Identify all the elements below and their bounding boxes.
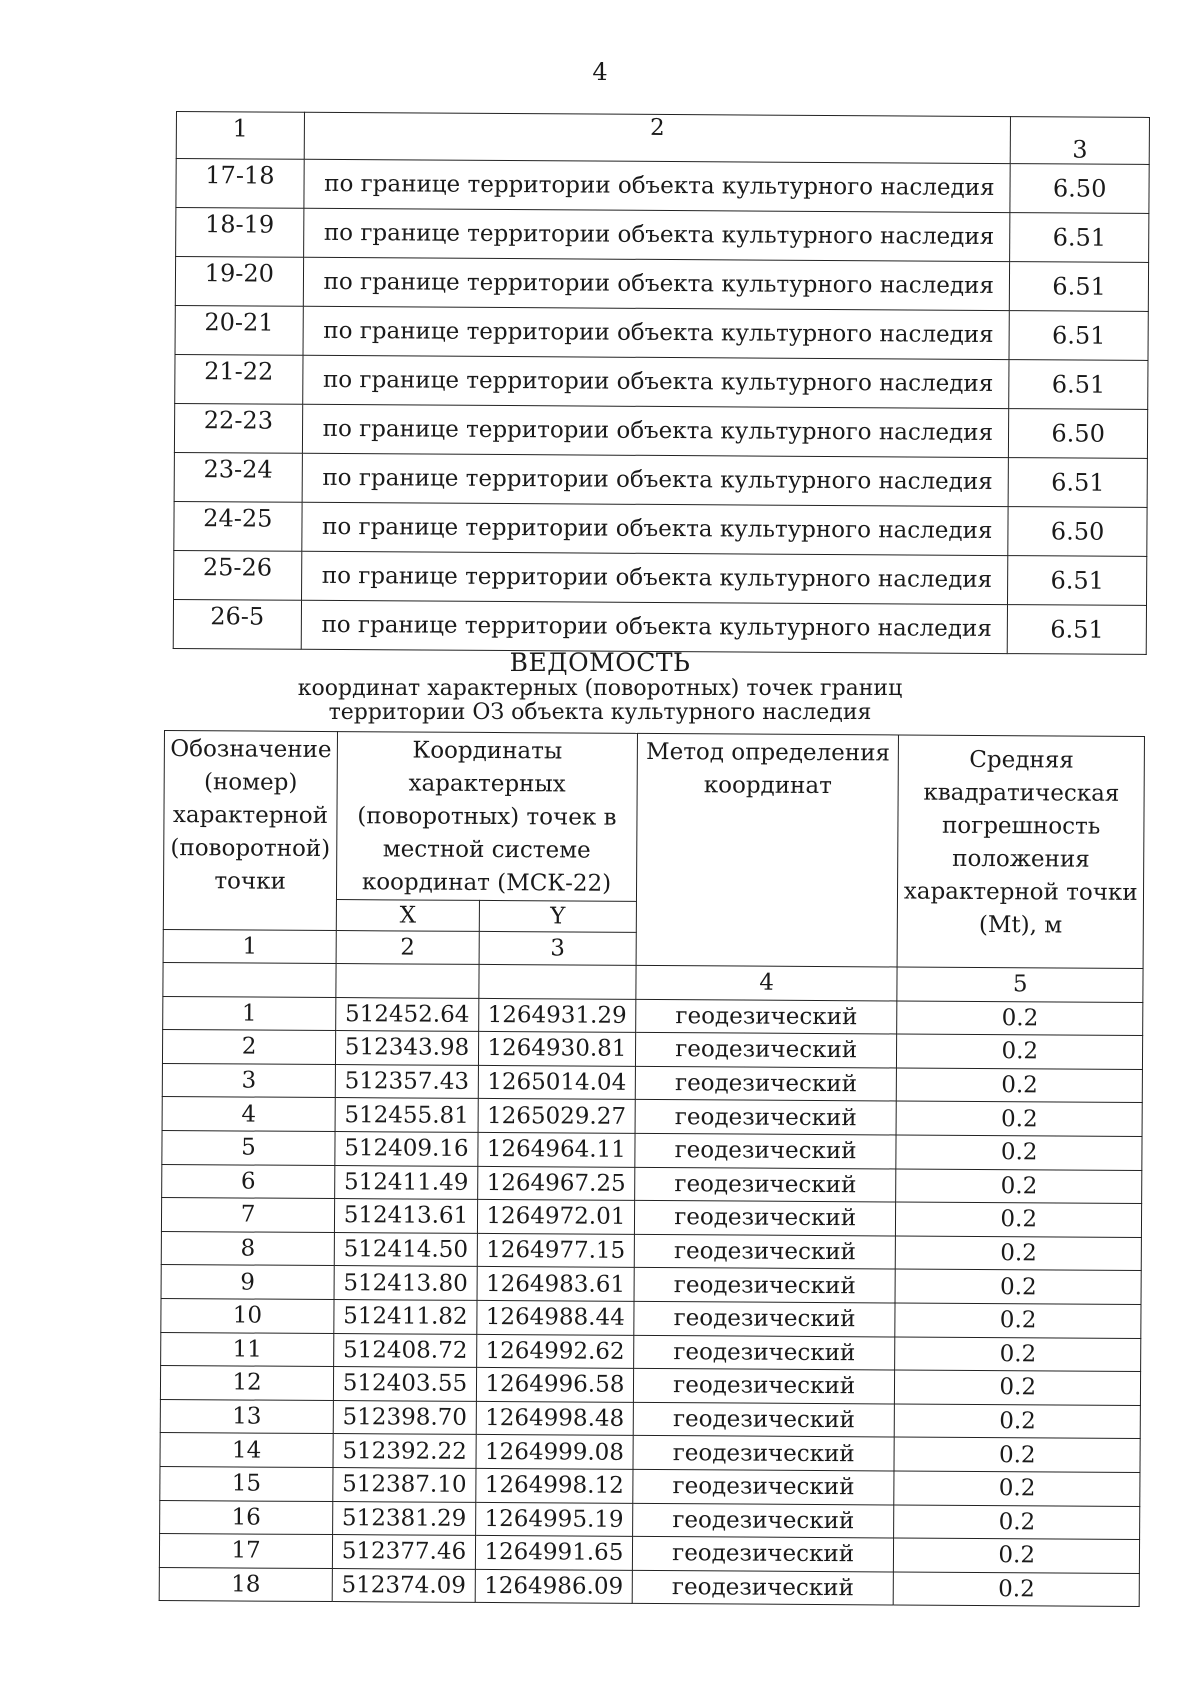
point-number: 3: [162, 1063, 335, 1098]
error-value: 0.2: [894, 1471, 1140, 1506]
point-number: 6: [162, 1164, 335, 1199]
error-value: 0.2: [894, 1572, 1140, 1607]
coordinate-y: 1264983.61: [477, 1267, 634, 1302]
coordinate-y: 1265014.04: [478, 1065, 635, 1100]
error-value: 0.2: [896, 1236, 1142, 1271]
segment-row: [176, 159, 1149, 214]
point-number: 15: [160, 1466, 333, 1501]
segment-length: 6.50: [1009, 409, 1148, 459]
segments-header-col3: 3: [1010, 117, 1149, 165]
column-number: 5: [897, 967, 1143, 1002]
point-number: 9: [161, 1265, 334, 1300]
point-number: 1: [163, 996, 336, 1031]
coordinate-x: 512455.81: [335, 1098, 478, 1132]
coordinate-x: 512381.29: [333, 1501, 476, 1535]
point-number: 5: [162, 1130, 335, 1165]
method: геодезический: [632, 1570, 894, 1605]
method: геодезический: [635, 1100, 897, 1135]
coordinate-x: 512377.46: [332, 1535, 475, 1569]
point-number: 17: [159, 1534, 332, 1569]
error-value: 0.2: [896, 1169, 1142, 1204]
segment-length: 6.51: [1009, 311, 1148, 361]
segment-id: 26-5: [173, 599, 301, 649]
column-number: 1: [163, 929, 336, 963]
method: геодезический: [635, 1133, 897, 1168]
coordinate-x: 512398.70: [333, 1400, 476, 1434]
segment-description: по границе территории объекта культурного наследия: [303, 306, 1010, 359]
spacer-cell: [336, 964, 479, 998]
point-number: 4: [162, 1097, 335, 1132]
header-error: Средняя квадратическая погрешность положения характерной точки (Mt), м: [898, 735, 1145, 968]
segment-id: 25-26: [174, 550, 302, 600]
segment-id: 17-18: [176, 159, 304, 209]
coordinate-x: 512392.22: [333, 1434, 476, 1468]
segment-length: 6.51: [1008, 556, 1147, 606]
point-number: 18: [159, 1567, 332, 1602]
statement-title: ВЕДОМОСТЬ: [509, 648, 691, 677]
point-number: 12: [160, 1366, 333, 1401]
coordinate-y: 1264992.62: [477, 1334, 634, 1369]
segment-description: по границе территории объекта культурного наследия: [301, 551, 1008, 604]
method: геодезический: [634, 1234, 896, 1269]
segment-length: 6.51: [1007, 605, 1146, 655]
coordinate-y: 1264967.25: [478, 1166, 635, 1201]
segment-description: по границе территории объекта культурного наследия: [303, 208, 1010, 261]
point-number: 13: [160, 1399, 333, 1434]
point-number: 2: [162, 1030, 335, 1065]
method: геодезический: [633, 1469, 895, 1504]
method: геодезический: [634, 1167, 896, 1202]
coordinate-x: 512387.10: [333, 1467, 476, 1501]
coordinate-y: 1264930.81: [478, 1032, 635, 1067]
segment-id: 18-19: [176, 208, 304, 258]
coordinate-x: 512413.80: [334, 1266, 477, 1300]
point-number: 8: [161, 1231, 334, 1266]
method: геодезический: [633, 1436, 895, 1471]
segment-description: по границе территории объекта культурного наследия: [302, 453, 1009, 506]
segment-length: 6.50: [1010, 164, 1149, 214]
error-value: 0.2: [896, 1101, 1142, 1136]
page-number: 4: [592, 58, 608, 86]
error-value: 0.2: [895, 1337, 1141, 1372]
coordinate-y: 1264991.65: [475, 1536, 632, 1571]
error-value: 0.2: [894, 1437, 1140, 1472]
coordinate-y: 1264986.09: [475, 1569, 632, 1604]
point-number: 14: [160, 1433, 333, 1468]
segments-header-col1: 1: [176, 112, 304, 160]
segment-id: 22-23: [174, 403, 302, 453]
method: геодезический: [635, 1066, 897, 1101]
coordinate-y: 1264996.58: [476, 1368, 633, 1403]
point-number: 11: [161, 1332, 334, 1367]
coordinate-x: 512357.43: [335, 1064, 478, 1098]
segment-length: 6.50: [1008, 507, 1147, 557]
error-value: 0.2: [897, 1001, 1143, 1036]
segment-row: [174, 501, 1147, 556]
method: геодезический: [634, 1301, 896, 1336]
coordinates-header-row: [163, 731, 1144, 905]
segment-description: по границе территории объекта культурного наследия: [304, 159, 1011, 212]
segment-id: 23-24: [174, 452, 302, 502]
coordinate-y: 1264995.19: [475, 1502, 632, 1537]
coordinate-x: 512452.64: [336, 997, 479, 1031]
coordinates-table: [159, 730, 1145, 1607]
coordinate-y: 1264988.44: [477, 1300, 634, 1335]
segment-id: 21-22: [175, 354, 303, 404]
column-number: 3: [479, 931, 636, 965]
column-number: 4: [636, 965, 898, 1000]
method: геодезический: [632, 1536, 894, 1571]
header-method: Метод определения координат: [636, 733, 899, 967]
coordinate-y: 1264998.12: [476, 1468, 633, 1503]
coordinate-y: 1265029.27: [478, 1099, 635, 1134]
point-number: 7: [161, 1198, 334, 1233]
coordinate-y: 1264964.11: [478, 1132, 635, 1167]
segment-length: 6.51: [1008, 458, 1147, 508]
segment-length: 6.51: [1010, 213, 1149, 263]
header-x: X: [336, 900, 479, 932]
segment-length: 6.51: [1009, 360, 1148, 410]
coordinate-x: 512403.55: [333, 1367, 476, 1401]
coordinate-x: 512413.61: [334, 1199, 477, 1233]
segment-row: [175, 305, 1148, 360]
segment-id: 19-20: [175, 257, 303, 307]
segment-id: 24-25: [174, 501, 302, 551]
segment-description: по границе территории объекта культурного наследия: [301, 502, 1008, 555]
segments-table-header-row: [176, 112, 1149, 165]
coordinate-y: 1264977.15: [477, 1233, 634, 1268]
segment-description: по границе территории объекта культурного наследия: [302, 404, 1009, 457]
method: геодезический: [635, 1033, 897, 1068]
coordinate-y: 1264999.08: [476, 1435, 633, 1470]
error-value: 0.2: [895, 1303, 1141, 1338]
segment-description: по границе территории объекта культурного наследия: [303, 257, 1010, 310]
method: геодезический: [632, 1503, 894, 1538]
coordinate-y: 1264972.01: [477, 1200, 634, 1235]
method: геодезический: [633, 1402, 895, 1437]
error-value: 0.2: [896, 1135, 1142, 1170]
header-coordinates: Координаты характерных (поворотных) точек в местной системе координат (МСК-22): [337, 732, 638, 902]
error-value: 0.2: [897, 1034, 1143, 1069]
segment-row: [176, 208, 1149, 263]
header-y: Y: [479, 900, 636, 932]
segment-description: по границе территории объекта культурного наследия: [301, 600, 1008, 653]
coordinate-x: 512343.98: [336, 1031, 479, 1065]
segments-table: [173, 111, 1150, 655]
coordinate-x: 512411.82: [334, 1299, 477, 1333]
coordinate-x: 512411.49: [335, 1165, 478, 1199]
segment-row: [174, 403, 1147, 458]
coordinate-row: [159, 1567, 1139, 1607]
segment-row: [174, 550, 1147, 605]
coordinate-x: 512409.16: [335, 1132, 478, 1166]
error-value: 0.2: [896, 1202, 1142, 1237]
segment-row: [175, 354, 1148, 409]
segment-row: [175, 257, 1148, 312]
method: геодезический: [634, 1268, 896, 1303]
point-number: 10: [161, 1298, 334, 1333]
segment-row: [174, 452, 1147, 507]
error-value: 0.2: [895, 1370, 1141, 1405]
method: геодезический: [633, 1369, 895, 1404]
segment-description: по границе территории объекта культурного наследия: [302, 355, 1009, 408]
spacer-cell: [479, 964, 636, 999]
error-value: 0.2: [894, 1538, 1140, 1573]
statement-subtitle-line2: территории ОЗ объекта культурного наследия: [328, 700, 872, 725]
column-number: 2: [336, 931, 479, 965]
segment-length: 6.51: [1010, 262, 1149, 312]
segment-row: [173, 599, 1146, 654]
coordinate-y: 1264931.29: [479, 998, 636, 1033]
segments-header-col2: 2: [304, 112, 1011, 163]
coordinate-x: 512374.09: [332, 1568, 475, 1602]
coordinate-y: 1264998.48: [476, 1401, 633, 1436]
error-value: 0.2: [895, 1404, 1141, 1439]
method: геодезический: [634, 1201, 896, 1236]
segment-id: 20-21: [175, 305, 303, 355]
header-point-designation: Обозначение (номер) характерной (поворотной) точки: [163, 731, 337, 931]
point-number: 16: [160, 1500, 333, 1535]
coordinate-x: 512408.72: [334, 1333, 477, 1367]
method: геодезический: [633, 1335, 895, 1370]
error-value: 0.2: [894, 1504, 1140, 1539]
error-value: 0.2: [897, 1068, 1143, 1103]
statement-subtitle-line1: координат характерных (поворотных) точек границ: [297, 676, 903, 701]
method: геодезический: [636, 999, 898, 1034]
error-value: 0.2: [895, 1269, 1141, 1304]
spacer-cell: [163, 962, 336, 997]
coordinate-x: 512414.50: [334, 1232, 477, 1266]
